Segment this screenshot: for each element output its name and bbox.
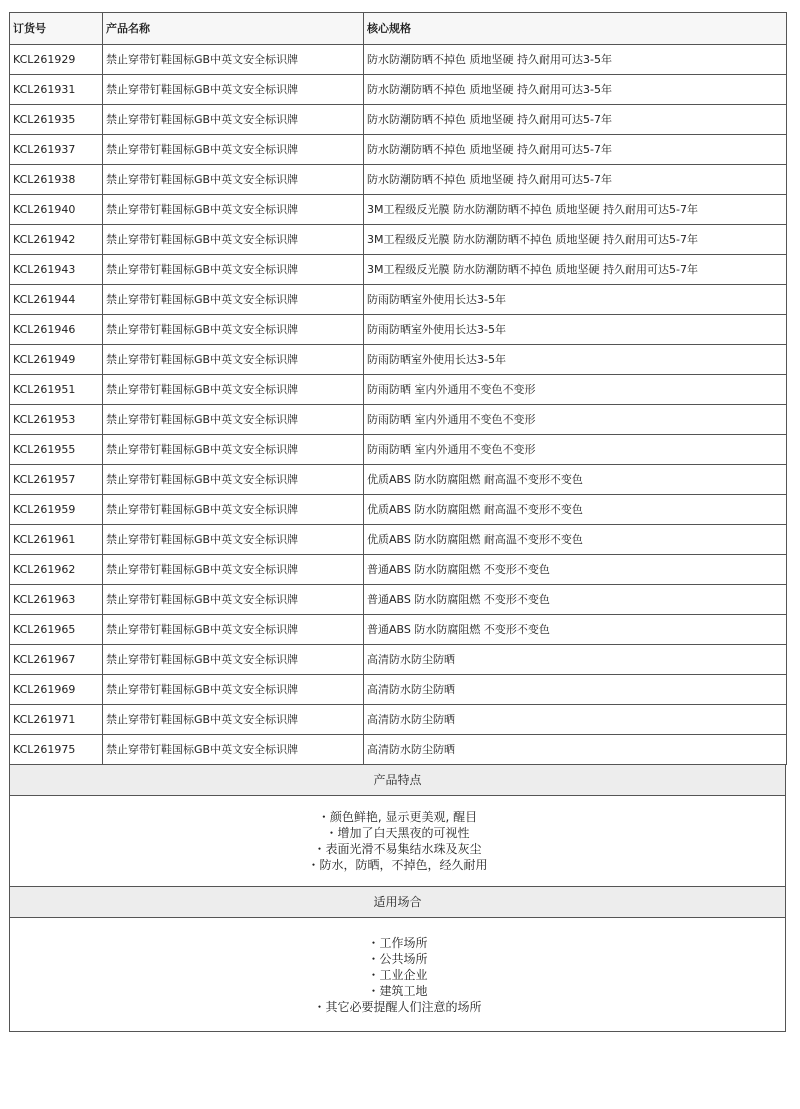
- order-number-cell: KCL261953: [10, 405, 103, 435]
- order-number-cell: KCL261937: [10, 135, 103, 165]
- core-spec-cell: 防水防潮防晒不掉色 质地坚硬 持久耐用可达3-5年: [364, 75, 787, 105]
- order-number-cell: KCL261962: [10, 555, 103, 585]
- order-number-cell: KCL261967: [10, 645, 103, 675]
- table-row: [10, 165, 787, 195]
- features-list-item: ・防水，防晒，不掉色，经久耐用: [307, 858, 488, 872]
- core-spec-cell: 优质ABS 防水防腐阻燃 耐高温不变形不变色: [364, 465, 787, 495]
- usage-list-item: ・工业企业: [367, 968, 428, 982]
- product-name-cell: 禁止穿带钉鞋国标GB中英文安全标识牌: [103, 315, 364, 345]
- product-name-cell: 禁止穿带钉鞋国标GB中英文安全标识牌: [103, 435, 364, 465]
- order-number-cell: KCL261929: [10, 45, 103, 75]
- product-name-cell: 禁止穿带钉鞋国标GB中英文安全标识牌: [103, 735, 364, 765]
- header-order-number: 订货号: [10, 13, 103, 45]
- features-title: 产品特点: [9, 765, 786, 796]
- core-spec-cell: 防雨防晒室外使用长达3-5年: [364, 315, 787, 345]
- product-name-cell: 禁止穿带钉鞋国标GB中英文安全标识牌: [103, 45, 364, 75]
- spec-table: [9, 12, 787, 765]
- order-number-cell: KCL261946: [10, 315, 103, 345]
- product-name-cell: 禁止穿带钉鞋国标GB中英文安全标识牌: [103, 645, 364, 675]
- table-row: [10, 555, 787, 585]
- product-name-cell: 禁止穿带钉鞋国标GB中英文安全标识牌: [103, 165, 364, 195]
- core-spec-cell: 高清防水防尘防晒: [364, 675, 787, 705]
- product-name-cell: 禁止穿带钉鞋国标GB中英文安全标识牌: [103, 195, 364, 225]
- product-name-cell: 禁止穿带钉鞋国标GB中英文安全标识牌: [103, 615, 364, 645]
- product-name-cell: 禁止穿带钉鞋国标GB中英文安全标识牌: [103, 675, 364, 705]
- core-spec-cell: 防水防潮防晒不掉色 质地坚硬 持久耐用可达5-7年: [364, 135, 787, 165]
- product-name-cell: 禁止穿带钉鞋国标GB中英文安全标识牌: [103, 405, 364, 435]
- table-row: [10, 405, 787, 435]
- core-spec-cell: 3M工程级反光膜 防水防潮防晒不掉色 质地坚硬 持久耐用可达5-7年: [364, 225, 787, 255]
- order-number-cell: KCL261943: [10, 255, 103, 285]
- table-row: [10, 105, 787, 135]
- product-name-cell: 禁止穿带钉鞋国标GB中英文安全标识牌: [103, 135, 364, 165]
- core-spec-cell: 优质ABS 防水防腐阻燃 耐高温不变形不变色: [364, 525, 787, 555]
- order-number-cell: KCL261971: [10, 705, 103, 735]
- core-spec-cell: 高清防水防尘防晒: [364, 645, 787, 675]
- order-number-cell: KCL261963: [10, 585, 103, 615]
- order-number-cell: KCL261949: [10, 345, 103, 375]
- core-spec-cell: 普通ABS 防水防腐阻燃 不变形不变色: [364, 585, 787, 615]
- table-row: [10, 735, 787, 765]
- product-name-cell: 禁止穿带钉鞋国标GB中英文安全标识牌: [103, 525, 364, 555]
- table-row: [10, 195, 787, 225]
- table-row: [10, 135, 787, 165]
- features-list-item: ・增加了白天黑夜的可视性: [325, 826, 470, 840]
- table-row: [10, 225, 787, 255]
- table-row: [10, 315, 787, 345]
- order-number-cell: KCL261969: [10, 675, 103, 705]
- order-number-cell: KCL261959: [10, 495, 103, 525]
- table-row: [10, 495, 787, 525]
- table-row: [10, 285, 787, 315]
- usage-list-item: ・公共场所: [367, 952, 428, 966]
- core-spec-cell: 高清防水防尘防晒: [364, 705, 787, 735]
- product-name-cell: 禁止穿带钉鞋国标GB中英文安全标识牌: [103, 285, 364, 315]
- features-list: [9, 796, 786, 887]
- order-number-cell: KCL261955: [10, 435, 103, 465]
- product-name-cell: 禁止穿带钉鞋国标GB中英文安全标识牌: [103, 555, 364, 585]
- product-name-cell: 禁止穿带钉鞋国标GB中英文安全标识牌: [103, 225, 364, 255]
- core-spec-cell: 优质ABS 防水防腐阻燃 耐高温不变形不变色: [364, 495, 787, 525]
- table-body: [10, 45, 787, 765]
- core-spec-cell: 3M工程级反光膜 防水防潮防晒不掉色 质地坚硬 持久耐用可达5-7年: [364, 255, 787, 285]
- product-name-cell: 禁止穿带钉鞋国标GB中英文安全标识牌: [103, 105, 364, 135]
- core-spec-cell: 3M工程级反光膜 防水防潮防晒不掉色 质地坚硬 持久耐用可达5-7年: [364, 195, 787, 225]
- table-row: [10, 645, 787, 675]
- table-header-row: [10, 13, 787, 45]
- core-spec-cell: 高清防水防尘防晒: [364, 735, 787, 765]
- product-name-cell: 禁止穿带钉鞋国标GB中英文安全标识牌: [103, 465, 364, 495]
- order-number-cell: KCL261951: [10, 375, 103, 405]
- product-name-cell: 禁止穿带钉鞋国标GB中英文安全标识牌: [103, 585, 364, 615]
- product-name-cell: 禁止穿带钉鞋国标GB中英文安全标识牌: [103, 375, 364, 405]
- table-row: [10, 375, 787, 405]
- table-row: [10, 345, 787, 375]
- order-number-cell: KCL261965: [10, 615, 103, 645]
- table-row: [10, 675, 787, 705]
- order-number-cell: KCL261975: [10, 735, 103, 765]
- core-spec-cell: 防雨防晒 室内外通用不变色不变形: [364, 375, 787, 405]
- core-spec-cell: 防雨防晒室外使用长达3-5年: [364, 345, 787, 375]
- table-row: [10, 705, 787, 735]
- core-spec-cell: 防水防潮防晒不掉色 质地坚硬 持久耐用可达5-7年: [364, 165, 787, 195]
- product-name-cell: 禁止穿带钉鞋国标GB中英文安全标识牌: [103, 495, 364, 525]
- features-list-item: ・表面光滑不易集结水珠及灰尘: [313, 842, 482, 856]
- features-list-item: ・颜色鲜艳, 显示更美观, 醒目: [317, 810, 478, 824]
- order-number-cell: KCL261938: [10, 165, 103, 195]
- product-name-cell: 禁止穿带钉鞋国标GB中英文安全标识牌: [103, 255, 364, 285]
- core-spec-cell: 普通ABS 防水防腐阻燃 不变形不变色: [364, 615, 787, 645]
- usage-list-item: ・工作场所: [367, 936, 428, 950]
- header-product-name: 产品名称: [103, 13, 364, 45]
- product-name-cell: 禁止穿带钉鞋国标GB中英文安全标识牌: [103, 705, 364, 735]
- table-row: [10, 615, 787, 645]
- table-row: [10, 45, 787, 75]
- core-spec-cell: 防雨防晒 室内外通用不变色不变形: [364, 435, 787, 465]
- table-row: [10, 525, 787, 555]
- table-row: [10, 435, 787, 465]
- spec-sheet: [9, 12, 786, 1032]
- order-number-cell: KCL261957: [10, 465, 103, 495]
- table-row: [10, 585, 787, 615]
- table-row: [10, 255, 787, 285]
- table-row: [10, 465, 787, 495]
- core-spec-cell: 防雨防晒 室内外通用不变色不变形: [364, 405, 787, 435]
- table-row: [10, 75, 787, 105]
- order-number-cell: KCL261961: [10, 525, 103, 555]
- core-spec-cell: 防雨防晒室外使用长达3-5年: [364, 285, 787, 315]
- usage-list-item: ・建筑工地: [367, 984, 428, 998]
- header-core-spec: 核心规格: [364, 13, 787, 45]
- core-spec-cell: 防水防潮防晒不掉色 质地坚硬 持久耐用可达3-5年: [364, 45, 787, 75]
- usage-list: [9, 918, 786, 1032]
- order-number-cell: KCL261940: [10, 195, 103, 225]
- core-spec-cell: 防水防潮防晒不掉色 质地坚硬 持久耐用可达5-7年: [364, 105, 787, 135]
- product-name-cell: 禁止穿带钉鞋国标GB中英文安全标识牌: [103, 345, 364, 375]
- order-number-cell: KCL261944: [10, 285, 103, 315]
- order-number-cell: KCL261942: [10, 225, 103, 255]
- usage-list-item: ・其它必要提醒人们注意的场所: [313, 1000, 482, 1014]
- usage-title: 适用场合: [9, 887, 786, 918]
- order-number-cell: KCL261935: [10, 105, 103, 135]
- order-number-cell: KCL261931: [10, 75, 103, 105]
- core-spec-cell: 普通ABS 防水防腐阻燃 不变形不变色: [364, 555, 787, 585]
- product-name-cell: 禁止穿带钉鞋国标GB中英文安全标识牌: [103, 75, 364, 105]
